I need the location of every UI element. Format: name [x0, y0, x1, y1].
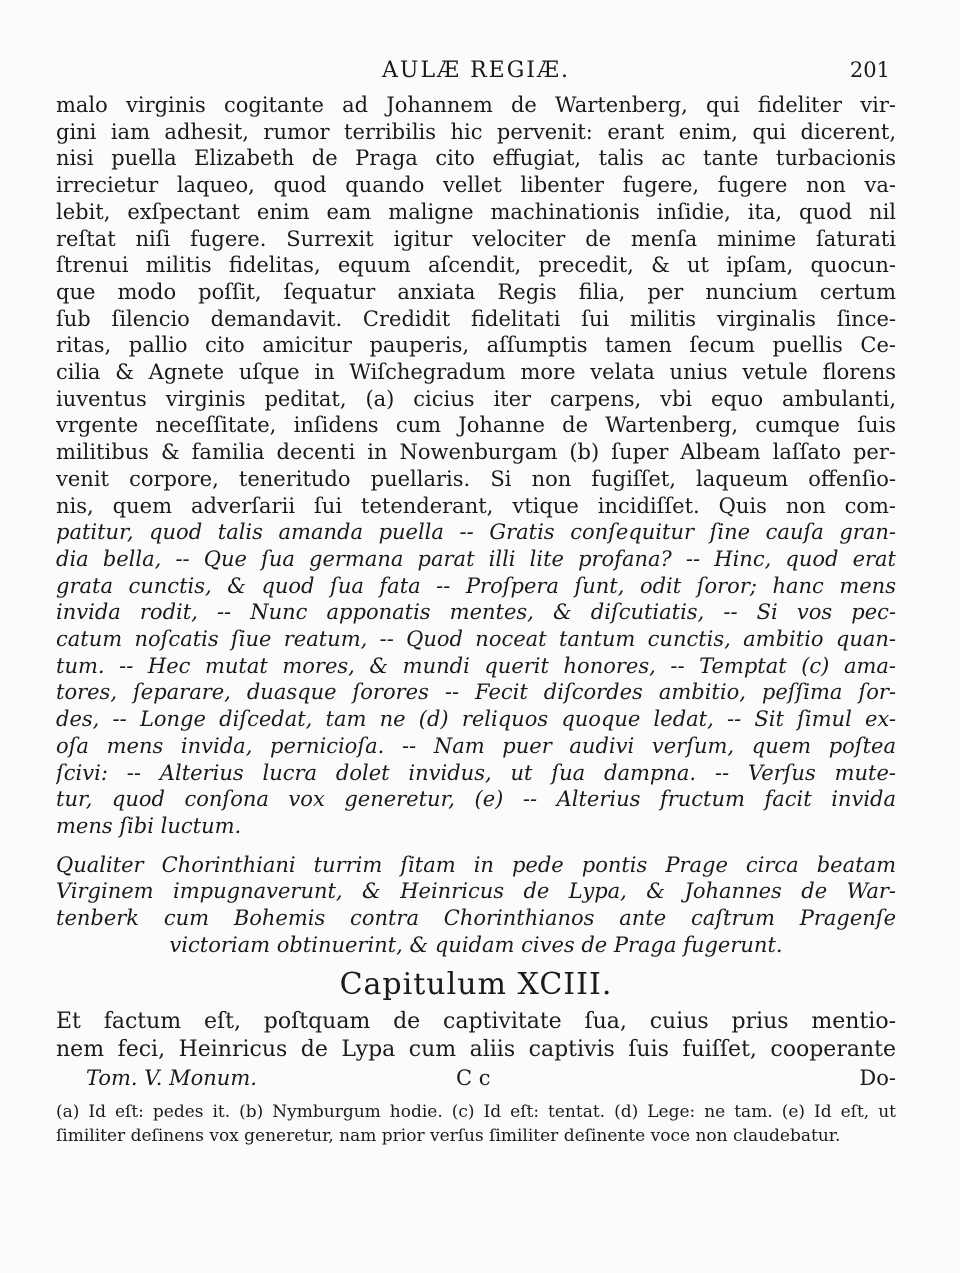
text-line: catum noſcatis ſiue reatum, -- Quod noceat tantum cunctis, ambitio quan-: [56, 627, 896, 652]
text-line: ſtrenui militis fidelitas, equum aſcendit, precedit, & ut ipſam, quocun-: [56, 253, 896, 278]
footnote-line: (a) Id eſt: pedes it. (b) Nymburgum hodie. (c) Id eſt: tentat. (d) Lege: ne tam. (e) Id eſt, ut: [56, 1101, 896, 1122]
text-line: tores, ſeparare, duasque ſorores -- Fecit diſcordes ambitio, peſſima ſor-: [56, 680, 896, 705]
text-line: grata cunctis, & quod ſua fata -- Proſpera ſunt, odit ſoror; hanc mens: [56, 573, 896, 598]
text-line: nem feci, Heinricus de Lypa cum aliis captivis ſuis fuiſſet, cooperante: [56, 1036, 896, 1062]
text-line: tur, quod conſona vox generetur, (e) -- Alterius fructum facit invida: [56, 787, 896, 812]
text-line: nisi puella Elizabeth de Praga cito effugiat, talis ac tante turbacionis: [56, 146, 896, 171]
text-line: dia bella, -- Que ſua germana parat illi lite profana? -- Hinc, quod erat: [56, 546, 896, 571]
text-line: Et factum eſt, poſtquam de captivitate ſua, cuius prius mentio-: [56, 1008, 896, 1034]
text-line: patitur, quod talis amanda puella -- Gratis conſequitur ſine cauſa gran-: [56, 520, 896, 545]
text-line: ritas, pallio cito amicitur pauperis, aſſumptis tamen ſecum puellis Ce-: [56, 333, 896, 358]
page: [56, 50, 896, 1148]
summary-line: Qualiter Chorinthiani turrim ſitam in pede pontis Prage circa beatam: [56, 852, 896, 877]
text-line: venit corpore, teneritudo puellaris. Si non fugiſſet, laqueum offenſio-: [56, 466, 896, 491]
signature-mark: C c: [456, 1065, 491, 1090]
text-line: mens ſibi luctum.: [56, 813, 242, 838]
text-line: malo virginis cogitante ad Johannem de Wartenberg, qui fideliter vir-: [56, 93, 896, 117]
text-line: nis, quem adverſarii ſui tetenderant, vtique incidiſſet. Quis non com-: [56, 493, 896, 518]
chapter-summary: [56, 852, 896, 959]
text-line: des, -- Longe diſcedat, tam ne (d) reliquos quoque ledat, -- Sit ſimul ex-: [56, 707, 896, 732]
text-line: oſa mens invida, pernicioſa. -- Nam puer audivi verſum, quem poſtea: [56, 733, 896, 758]
chapter-title: Capitulum XCIII.: [339, 966, 613, 1002]
text-line: ſcivi: -- Alterius lucra dolet invidus, ut ſua dampna. -- Verſus mute-: [56, 760, 896, 785]
footnote-line: ſimiliter deſinens vox generetur, nam prior verſus ſimiliter deſinente voce non claudebatur.: [56, 1125, 841, 1146]
text-line: gini iam adhesit, rumor terribilis hic pervenit: erant enim, qui dicerent,: [56, 119, 896, 144]
text-line: militibus & familia decenti in Nowenburgam (b) ſuper Albeam laſſato per-: [56, 440, 896, 465]
text-line: vrgente neceſſitate, inſidens cum Johanne de Wartenberg, cumque ſuis: [56, 413, 896, 438]
chapter-paragraph: [56, 1008, 896, 1064]
page-header: [56, 50, 896, 92]
signature-line: [56, 1066, 896, 1094]
summary-line: Virginem impugnaverunt, & Heinricus de Lypa, & Johannes de War-: [56, 879, 896, 904]
summary-line: tenberk cum Bohemis contra Chorinthianos ante caſtrum Pragenſe: [56, 906, 896, 931]
footnotes: [56, 1100, 896, 1148]
text-line: reſtat niſi fugere. Surrexit igitur velociter de menſa minime ſaturati: [56, 226, 896, 251]
text-line: iuventus virginis peditat, (a) cicius iter carpens, vbi equo ambulanti,: [56, 386, 896, 411]
text-line: cilia & Agnete uſque in Wiſchegradum more velata unius vetule florens: [56, 360, 896, 385]
text-line: lebit, exſpectant enim eam maligne machinationis inſidie, ita, quod nil: [56, 199, 896, 224]
text-line: invida rodit, -- Nunc apponatis mentes, & diſcutiatis, -- Si vos pec-: [56, 600, 896, 625]
volume-reference: Tom. V. Monum.: [86, 1065, 257, 1090]
text-line: tum. -- Hec mutat mores, & mundi querit honores, -- Temptat (c) ama-: [56, 653, 896, 678]
catchword: Do-: [859, 1065, 896, 1090]
summary-line: victoriam obtinuerint, & quidam cives de Praga fugerunt.: [169, 932, 783, 957]
main-paragraph: [56, 92, 896, 840]
text-line: que modo poſſit, ſequatur anxiata Regis filia, per nuncium certum: [56, 279, 896, 304]
text-line: irrecietur laqueo, quod quando vellet libenter fugere, fugere non va-: [56, 173, 896, 198]
page-number: 201: [849, 58, 890, 82]
text-line: ſub ſilencio demandavit. Credidit fidelitati ſui militis virginalis ſince-: [56, 306, 896, 331]
running-head: AULÆ REGIÆ.: [382, 58, 570, 83]
